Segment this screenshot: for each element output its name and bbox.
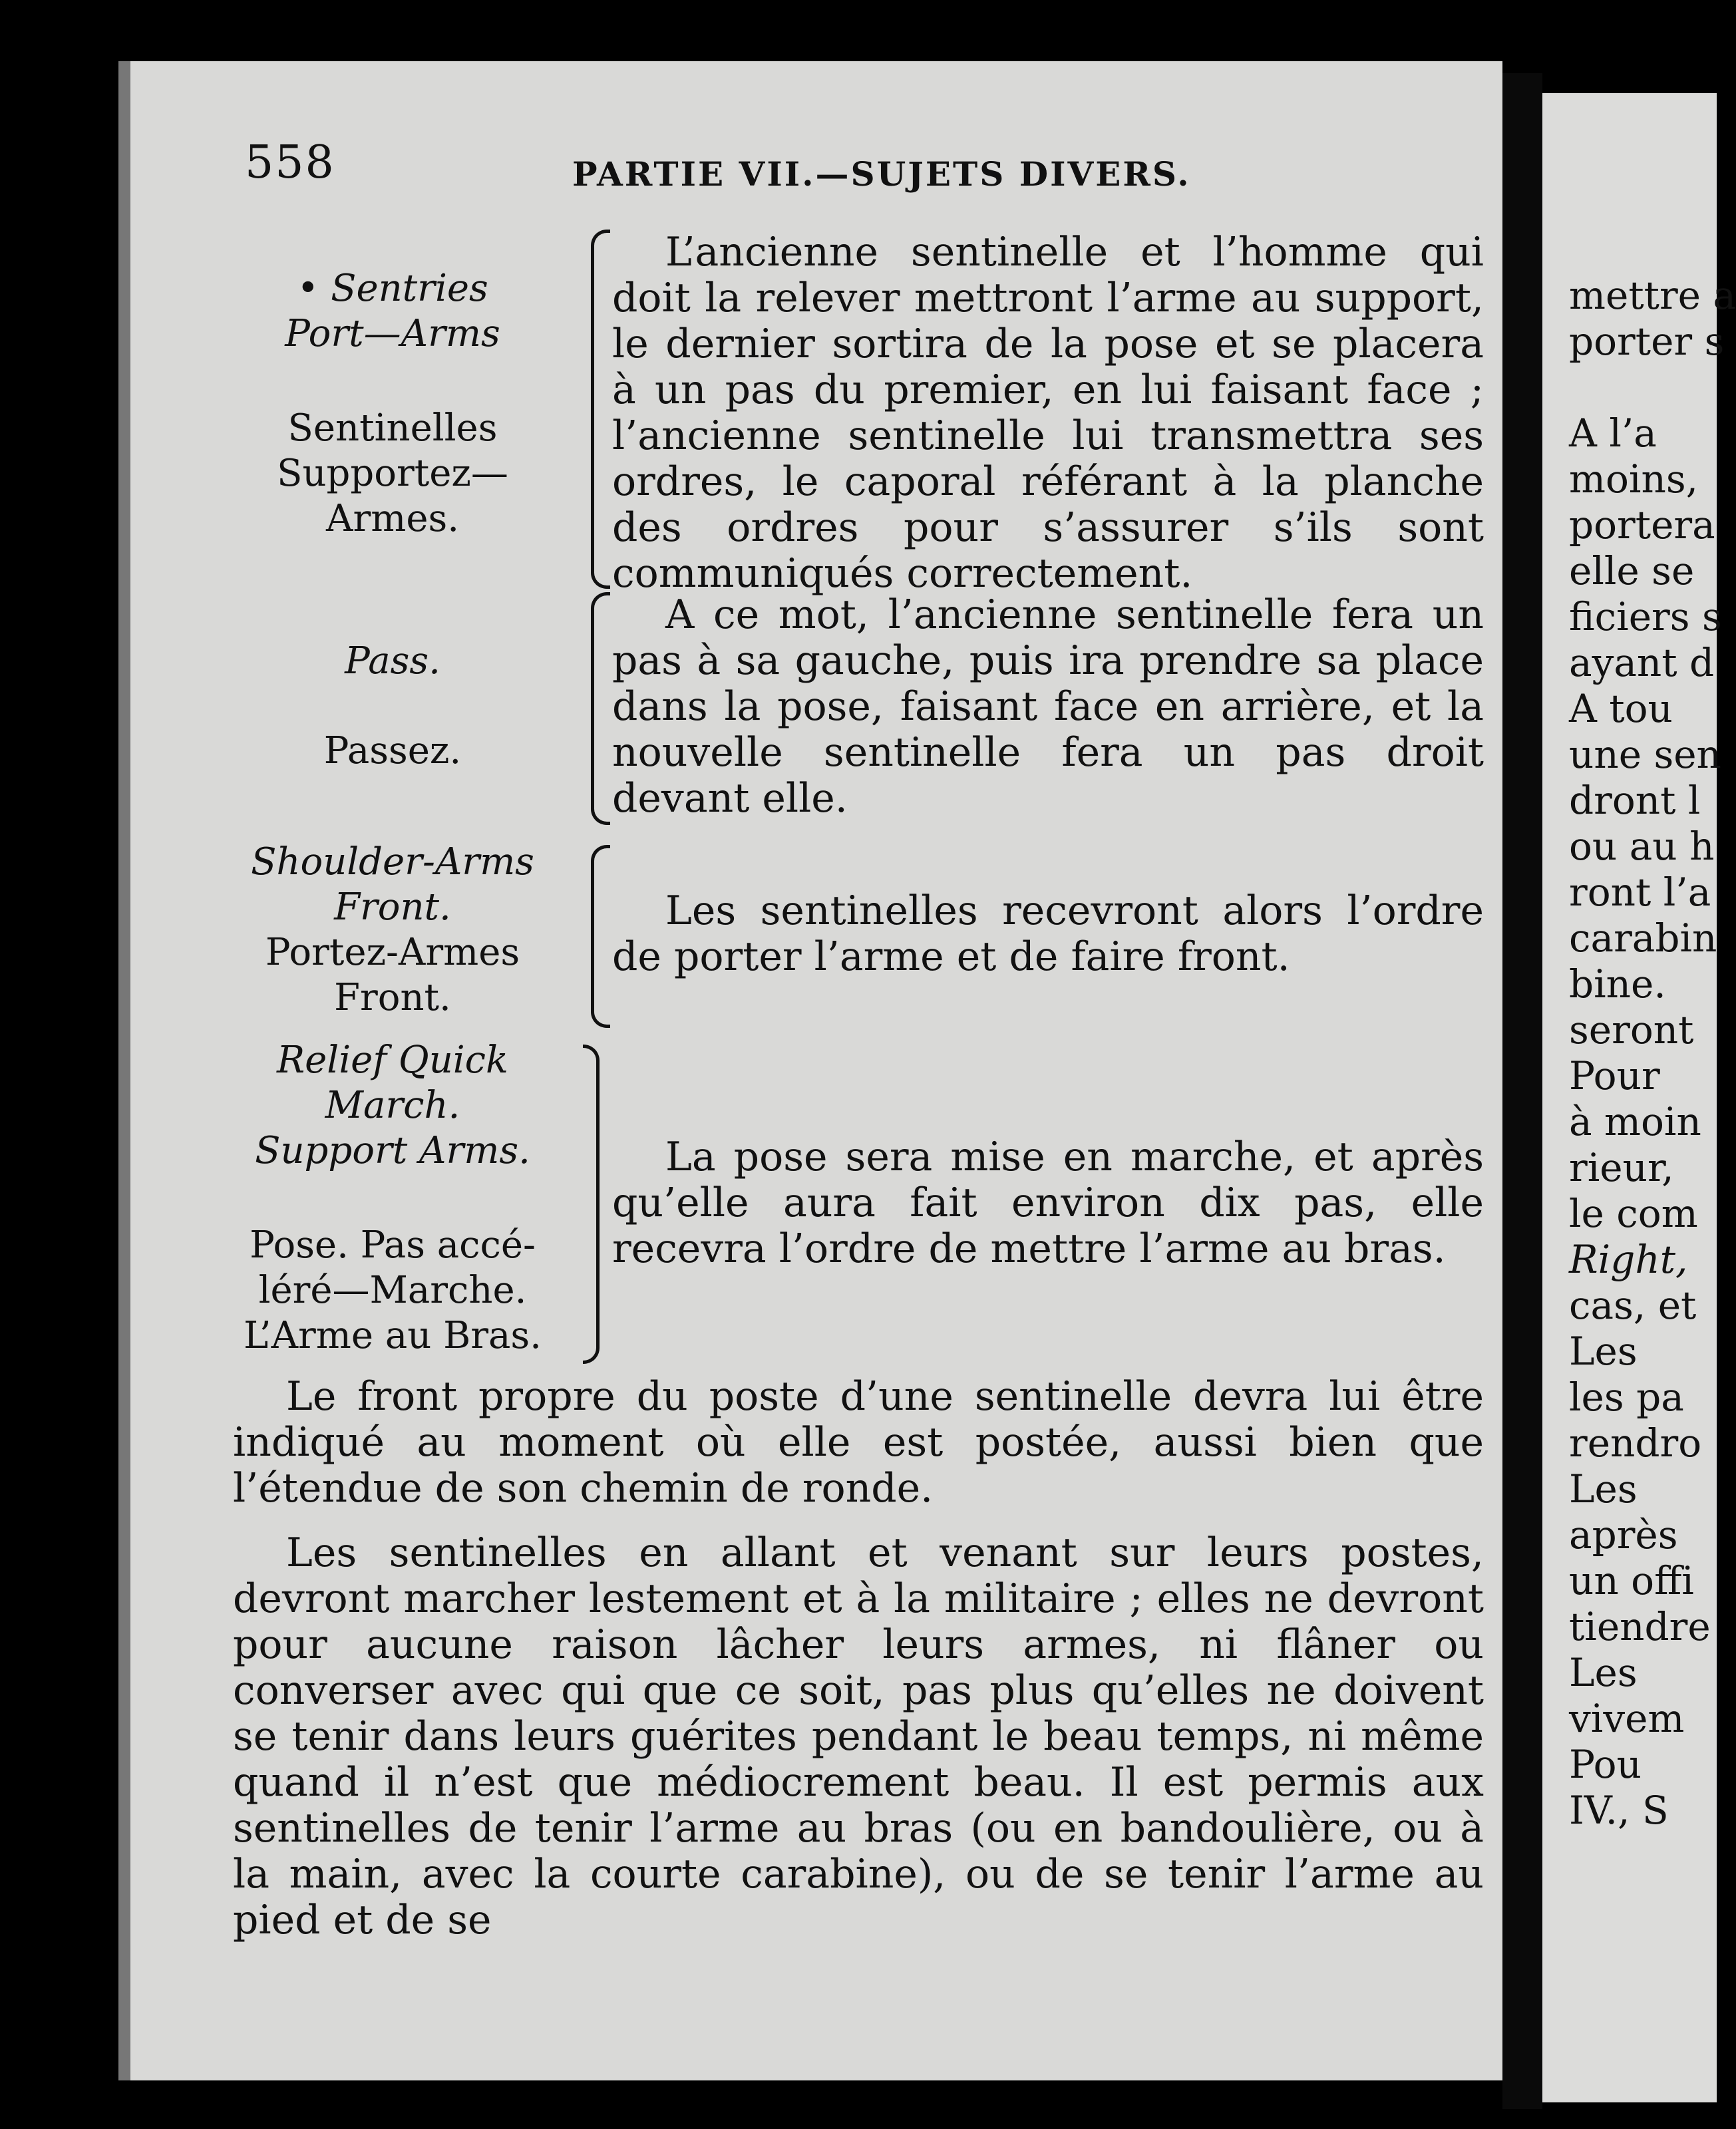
right-page-line: dront l bbox=[1569, 778, 1701, 823]
section-text: L’ancienne sentinelle et l’homme qui doit la relever mettront l’arme au support, le dernier sortira de la pose et se placera à un pas du premier, en lui faisant face ; l’ancienne sentinelle lui transmettra ses ordres, le caporal référant à la planche des ordres pour s’assurer s’ils sont communiqués correctement. bbox=[612, 229, 1484, 597]
right-page-line: moins, bbox=[1569, 456, 1699, 502]
right-page-line: une sen bbox=[1569, 732, 1721, 777]
running-head: PARTIE VII.—SUJETS DIVERS. bbox=[572, 154, 1191, 194]
section-text: A ce mot, l’ancienne sentinelle fera un pas à sa gauche, puis ira prendre sa place dans la pose, faisant face en arrière, et la nouvelle sentinelle fera un pas droit devant elle. bbox=[612, 591, 1484, 822]
brace bbox=[591, 230, 610, 589]
side-label-french bbox=[160, 406, 625, 542]
side-label-english bbox=[160, 1038, 625, 1174]
right-page-text bbox=[1542, 273, 1736, 1834]
right-page-line: ront l’a bbox=[1569, 870, 1711, 915]
book-gutter bbox=[1502, 73, 1542, 2109]
right-page-line: Les bbox=[1569, 1329, 1638, 1374]
right-page-line: Les bbox=[1569, 1650, 1638, 1695]
side-line: Armes. bbox=[326, 497, 459, 540]
right-page-line: portera bbox=[1569, 502, 1715, 548]
side-line: léré—Marche. bbox=[258, 1269, 527, 1312]
right-page-line: IV., S bbox=[1569, 1788, 1669, 1833]
right-page-line: ou au h bbox=[1569, 824, 1715, 869]
side-line: Front. bbox=[334, 976, 451, 1019]
side-line: Shoulder-Arms bbox=[251, 840, 534, 884]
section-text: Les sentinelles recevront alors l’ordre de porter l’arme et de faire front. bbox=[612, 888, 1484, 980]
right-page-line: carabin bbox=[1569, 915, 1717, 961]
side-line: L’Arme au Bras. bbox=[244, 1314, 542, 1357]
paragraph: Les sentinelles en allant et venant sur leurs postes, devront marcher lestement et à la militaire ; elles ne devront pour aucune raison lâcher leurs armes, ni flâner ou converser avec qui que ce soit, pas plus qu’elles ne doivent se tenir dans leurs guérites pendant le beau temps, ni même quand il n’est que médiocrement beau. Il est permis aux sentinelles de tenir l’arme au bras (ou en bandoulière, ou à la main, avec la courte carabine), ou de se tenir l’arme au pied et de se bbox=[233, 1530, 1484, 1943]
side-line: Supportez— bbox=[277, 452, 508, 495]
side-line: Sentinelles bbox=[287, 407, 498, 450]
side-label-french bbox=[160, 729, 625, 774]
brace bbox=[591, 845, 610, 1028]
right-page-line: rendro bbox=[1569, 1420, 1702, 1466]
right-page-line: porter s bbox=[1569, 319, 1725, 364]
side-label-english bbox=[160, 266, 625, 357]
right-page-line: seront bbox=[1569, 1007, 1694, 1053]
right-page-line bbox=[1542, 365, 1736, 410]
right-page-line: le com bbox=[1569, 1191, 1698, 1236]
side-line: Front. bbox=[334, 886, 451, 929]
page-number: 558 bbox=[245, 136, 335, 189]
brace bbox=[591, 592, 610, 825]
right-page-line: A l’a bbox=[1569, 410, 1657, 456]
right-page-line: Pou bbox=[1569, 1742, 1642, 1787]
right-page-line: cas, et bbox=[1569, 1283, 1697, 1328]
side-line: March. bbox=[325, 1084, 460, 1127]
side-line: Support Arms. bbox=[255, 1129, 530, 1172]
right-page-line: vivem bbox=[1569, 1696, 1685, 1741]
side-line: Passez. bbox=[323, 729, 462, 772]
right-page-line: mettre a bbox=[1569, 273, 1736, 318]
right-page-line: Right, bbox=[1569, 1237, 1688, 1282]
side-label-english bbox=[160, 639, 625, 684]
right-page-line: rieur, bbox=[1569, 1145, 1674, 1190]
right-page-line: elle se bbox=[1569, 548, 1695, 593]
right-page-line: un offi bbox=[1569, 1558, 1694, 1603]
side-line: Port—Arms bbox=[285, 312, 500, 355]
side-line: Relief Quick bbox=[277, 1039, 508, 1082]
side-line: Pass. bbox=[345, 639, 440, 683]
right-page-line: ficiers s bbox=[1569, 594, 1722, 639]
right-page-line: bine. bbox=[1569, 961, 1666, 1007]
side-line: Pose. Pas accé- bbox=[250, 1224, 536, 1267]
side-label-english bbox=[160, 840, 625, 930]
right-page-line: Pour bbox=[1569, 1053, 1660, 1098]
right-page-line: tiendre bbox=[1569, 1604, 1711, 1649]
right-page-line: ayant d bbox=[1569, 640, 1715, 685]
paragraph: Le front propre du poste d’une sentinelle devra lui être indiqué au moment où elle est postée, aussi bien que l’étendue de son chemin de ronde. bbox=[233, 1373, 1484, 1512]
right-page-line: Les bbox=[1569, 1466, 1638, 1512]
side-label-french bbox=[160, 1223, 625, 1359]
side-line: • Sentries bbox=[297, 267, 488, 310]
section-text: La pose sera mise en marche, et après qu’elle aura fait environ dix pas, elle recevra l’ordre de mettre l’arme au bras. bbox=[612, 1134, 1484, 1272]
right-page-line: après bbox=[1569, 1512, 1678, 1557]
side-label-french bbox=[160, 930, 625, 1021]
brace bbox=[583, 1045, 600, 1364]
right-page-line: les pa bbox=[1569, 1375, 1684, 1420]
right-page-line: A tou bbox=[1569, 686, 1673, 731]
right-page-line: à moin bbox=[1569, 1099, 1701, 1144]
side-line: Portez-Armes bbox=[265, 931, 520, 974]
right-page bbox=[1542, 93, 1736, 2102]
